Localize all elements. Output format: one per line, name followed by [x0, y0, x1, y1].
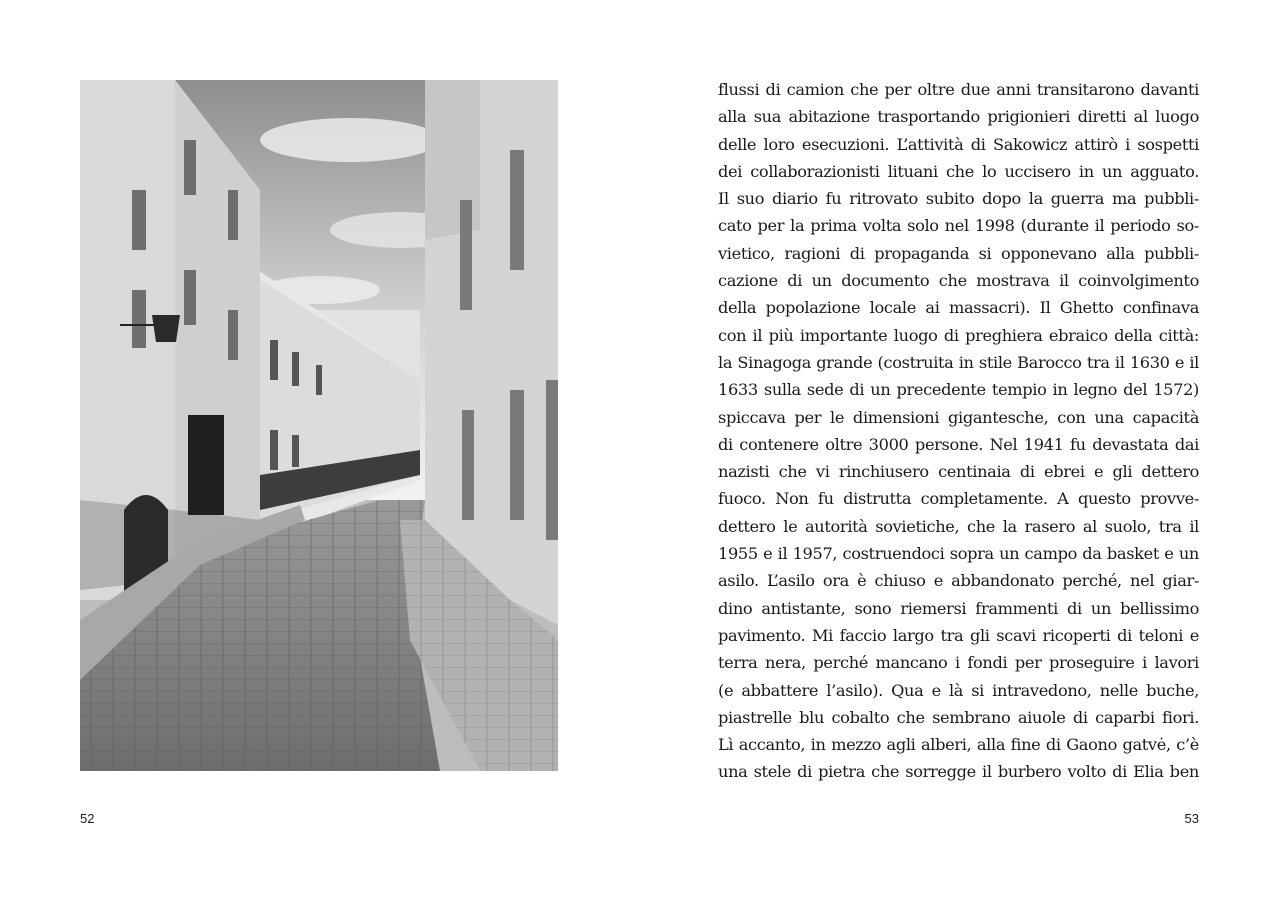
text-line: asilo. L’asilo ora è chiuso e abbandonato perché, nel giar-: [718, 571, 1199, 591]
street-photo-illustration: [80, 80, 558, 771]
text-line: di contenere oltre 3000 persone. Nel 1941 fu devastata dai: [718, 434, 1199, 454]
text-line: delle loro esecuzioni. L’attività di Sakowicz attirò i sospetti: [718, 134, 1199, 154]
text-line: 1633 sulla sede di un precedente tempio in legno del 1572): [718, 380, 1199, 400]
text-line: terra nera, perché mancano i fondi per proseguire i lavori: [718, 653, 1199, 673]
text-line: dino antistante, sono riemersi frammenti di un bellissimo: [718, 598, 1199, 618]
text-line: flussi di camion che per oltre due anni transitarono davanti: [718, 80, 1199, 99]
text-line: con il più importante luogo di preghiera ebraico della città:: [718, 325, 1199, 345]
text-line: della popolazione locale ai massacri). Il Ghetto confinava: [718, 298, 1199, 318]
street-photo: [80, 80, 558, 771]
text-line: la Sinagoga grande (costruita in stile Barocco tra il 1630 e il: [718, 352, 1199, 372]
text-line: pavimento. Mi faccio largo tra gli scavi ricoperti di teloni e: [718, 625, 1199, 645]
page-number-left: 52: [80, 811, 95, 826]
text-line: nazisti che vi rinchiusero centinaia di ebrei e gli dettero: [718, 462, 1199, 482]
text-line: Il suo diario fu ritrovato subito dopo la guerra ma pubbli-: [718, 189, 1199, 209]
text-line: cato per la prima volta solo nel 1998 (durante il periodo so-: [718, 216, 1199, 236]
text-line: dei collaborazionisti lituani che lo uccisero in un agguato.: [718, 161, 1199, 181]
text-line: dettero le autorità sovietiche, che la rasero al suolo, tra il: [718, 516, 1199, 536]
text-line: cazione di un documento che mostrava il coinvolgimento: [718, 271, 1199, 291]
text-line: spiccava per le dimensioni gigantesche, con una capacità: [718, 407, 1199, 427]
text-line: fuoco. Non fu distrutta completamente. A questo provve-: [718, 489, 1199, 509]
text-line: 1955 e il 1957, costruendoci sopra un campo da basket e un: [718, 544, 1199, 564]
text-line: vietico, ragioni di propaganda si opponevano alla pubbli-: [718, 243, 1199, 263]
text-line: piastrelle blu cobalto che sembrano aiuole di caparbi fiori.: [718, 707, 1199, 727]
body-text: [718, 76, 1199, 786]
text-line: (e abbattere l’asilo). Qua e là si intravedono, nelle buche,: [718, 680, 1199, 700]
text-line: Lì accanto, in mezzo agli alberi, alla fine di Gaono gatvė, c’è: [718, 735, 1199, 755]
page-number-right: 53: [1184, 811, 1199, 826]
text-line: alla sua abitazione trasportando prigionieri diretti al luogo: [718, 107, 1199, 127]
text-line: una stele di pietra che sorregge il burbero volto di Elia ben: [718, 762, 1199, 782]
